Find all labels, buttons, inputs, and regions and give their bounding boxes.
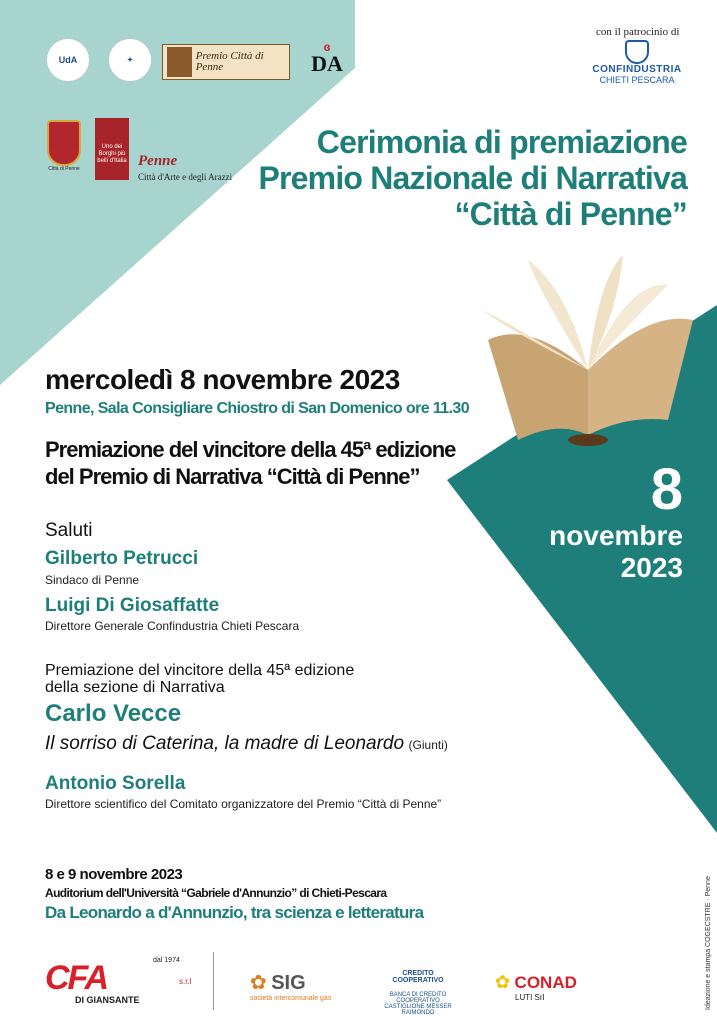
center-logo: ✦ [108,38,152,82]
award-text [45,662,354,696]
footer-dates: 8 e 9 novembre 2023 [45,866,183,883]
award-line-2: della sezione di Narrativa [45,679,225,696]
title-line-1: Cerimonia di premiazione [316,124,687,160]
event-headline [45,436,455,490]
uda-logo: UdA [46,38,90,82]
speaker2-name: Luigi Di Giosaffatte [45,595,220,616]
saluti-label: Saluti [45,520,93,541]
event-date: mercoledì 8 novembre 2023 [45,364,400,395]
penne-title: Penne [138,153,178,169]
credits-vertical: Ideazione e stampa COGECSTRE · Penne [705,876,712,1010]
event-place: Penne, Sala Consigliare Chiostro di San Domenico ore 11.30 [45,400,470,417]
speaker1-role: Sindaco di Penne [45,573,140,587]
winner-name: Carlo Vecce [45,700,182,727]
publisher: (Giunti) [408,738,448,752]
da-logo: ɞ DA [311,40,343,76]
sig-flower-icon: ✿ [250,972,267,994]
confindustria-emblem-icon [625,40,649,64]
main-title [258,124,687,232]
date-badge [549,457,683,584]
cfa-logo: dal 1974 CFA s.r.l DI GIANSANTE [45,957,192,1005]
open-book-icon [468,250,708,465]
book-title: Il sorriso di Caterina, la madre di Leonardo [45,733,405,754]
sig-logo: ✿ SIG società intercomunale gas [250,972,332,1002]
headline-line-2: del Premio di Narrativa “Città di Penne” [45,464,420,489]
speaker3-name: Antonio Sorella [45,773,186,794]
badge-month: novembre [549,520,683,551]
footer-theme: Da Leonardo a d'Annunzio, tra scienza e letteratura [45,903,424,922]
speaker2-role: Direttore Generale Confindustria Chieti Pescara [45,619,300,633]
speaker1-name: Gilberto Petrucci [45,548,199,569]
premio-logo: Premio Città di Penne [162,44,290,80]
badge-day: 8 [650,457,683,522]
conad-logo: ✿ CONAD LUTI Srl [495,972,577,1002]
bcc-logo: CREDITO COOPERATIVO BANCA DI CREDITO COOPERATIVO CASTIGLIONE MESSER RAIMONDO [384,970,452,1016]
headline-line-1: Premiazione del vincitore della 45ª edizione [45,437,456,462]
badge-year: 2023 [620,552,683,583]
book-line [45,733,448,755]
conad-flower-icon: ✿ [495,972,511,992]
patrocinio-label: con il patrocinio di [596,26,680,38]
book-icon [167,47,192,77]
penne-crest: Città di Penne [44,120,84,180]
footer-venue: Auditorium dell'Università “Gabriele d'Annunzio” di Chieti-Pescara [45,886,387,900]
sponsor-divider [213,952,214,1010]
title-line-2: Premio Nazionale di Narrativa [258,160,687,196]
penne-subtitle: Città d'Arte e degli Arazzi [138,172,233,182]
title-line-3: “Città di Penne” [454,196,687,232]
borghi-logo: Uno dei Borghi più belli d'Italia [95,118,129,180]
confindustria-logo: CONFINDUSTRIA CHIETI PESCARA [592,40,682,85]
award-line-1: Premiazione del vincitore della 45ª edizione [45,662,355,679]
speaker3-role: Direttore scientifico del Comitato organizzatore del Premio “Città di Penne” [45,797,442,811]
